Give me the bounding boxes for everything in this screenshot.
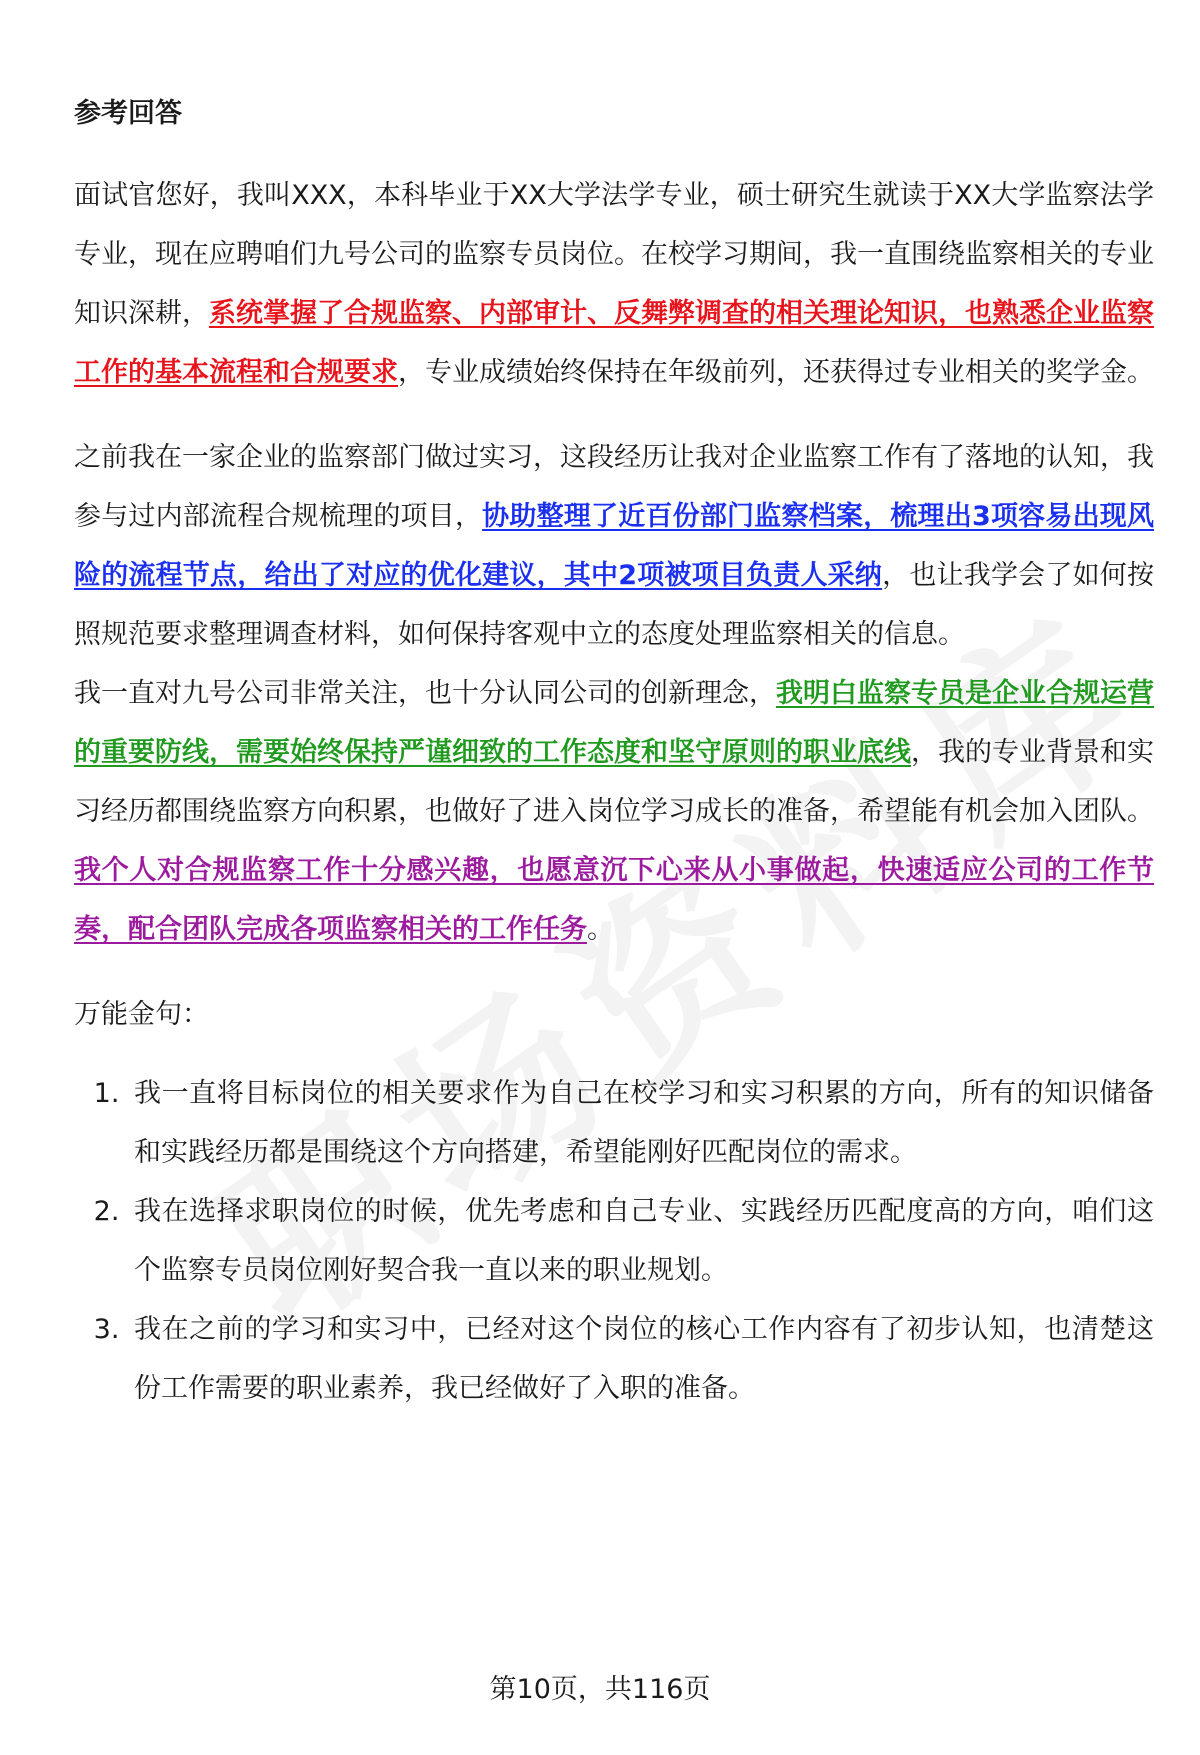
paragraph-education: [74, 166, 1154, 402]
highlight-red: 系统掌握了合规监察、内部审计、反舞弊调查的相关理论知识，也熟悉企业监察工作的基本流程和合规要求: [74, 298, 1154, 388]
highlight-purple: 我个人对合规监察工作十分感兴趣，也愿意沉下心来从小事做起，快速适应公司的工作节奏，配合团队完成各项监察相关的工作任务: [74, 855, 1154, 945]
golden-sentences-list: [74, 1064, 1154, 1418]
paragraph-text: 面试官您好，我叫XXX，本科毕业于XX大学法学专业，硕士研究生就读于XX大学监察法学专业，现在应聘咱们九号公司的监察专员岗位。在校学习期间，我一直围绕监察相关的专业知识深耕，: [74, 180, 1154, 329]
highlight-green: 我明白监察专员是企业合规运营的重要防线，需要始终保持严谨细致的工作态度和坚守原则的职业底线: [74, 678, 1154, 768]
paragraph-closing: [74, 841, 1154, 959]
paragraph-text: 之前我在一家企业的监察部门做过实习，这段经历让我对企业监察工作有了落地的认知，我参与过内部流程合规梳理的项目，: [74, 442, 1154, 532]
page-number: 第10页，共116页: [489, 1674, 711, 1705]
list-item: 1. 我一直将目标岗位的相关要求作为自己在校学习和实习积累的方向，所有的知识储备和实践经历都是围绕这个方向搭建，希望能刚好匹配岗位的需求。: [128, 1064, 1154, 1182]
document-page: [74, 88, 1154, 1418]
paragraph-text: ，专业成绩始终保持在年级前列，还获得过专业相关的奖学金。: [398, 357, 1154, 388]
section-heading: 参考回答: [74, 98, 182, 129]
highlight-blue: 协助整理了近百份部门监察档案，梳理出3项容易出现风险的流程节点，给出了对应的优化建议，其中2项被项目负责人采纳: [74, 501, 1154, 591]
list-item: 2. 我在选择求职岗位的时候，优先考虑和自己专业、实践经历匹配度高的方向，咱们这个监察专员岗位刚好契合我一直以来的职业规划。: [128, 1182, 1154, 1300]
paragraph-internship: [74, 428, 1154, 664]
paragraph-text: ，也让我学会了如何按照规范要求整理调查材料，如何保持客观中立的态度处理监察相关的信息。: [74, 560, 1155, 650]
paragraph-text: 我一直对九号公司非常关注，也十分认同公司的创新理念，: [74, 678, 776, 709]
paragraph-motivation: [74, 664, 1154, 841]
paragraph-text: 。: [587, 914, 614, 945]
golden-sentences-title: 万能金句：: [74, 999, 209, 1030]
list-item: 3. 我在之前的学习和实习中，已经对这个岗位的核心工作内容有了初步认知，也清楚这份工作需要的职业素养，我已经做好了入职的准备。: [128, 1300, 1154, 1418]
paragraph-text: ，我的专业背景和实习经历都围绕监察方向积累，也做好了进入岗位学习成长的准备，希望能有机会加入团队。: [74, 737, 1154, 827]
